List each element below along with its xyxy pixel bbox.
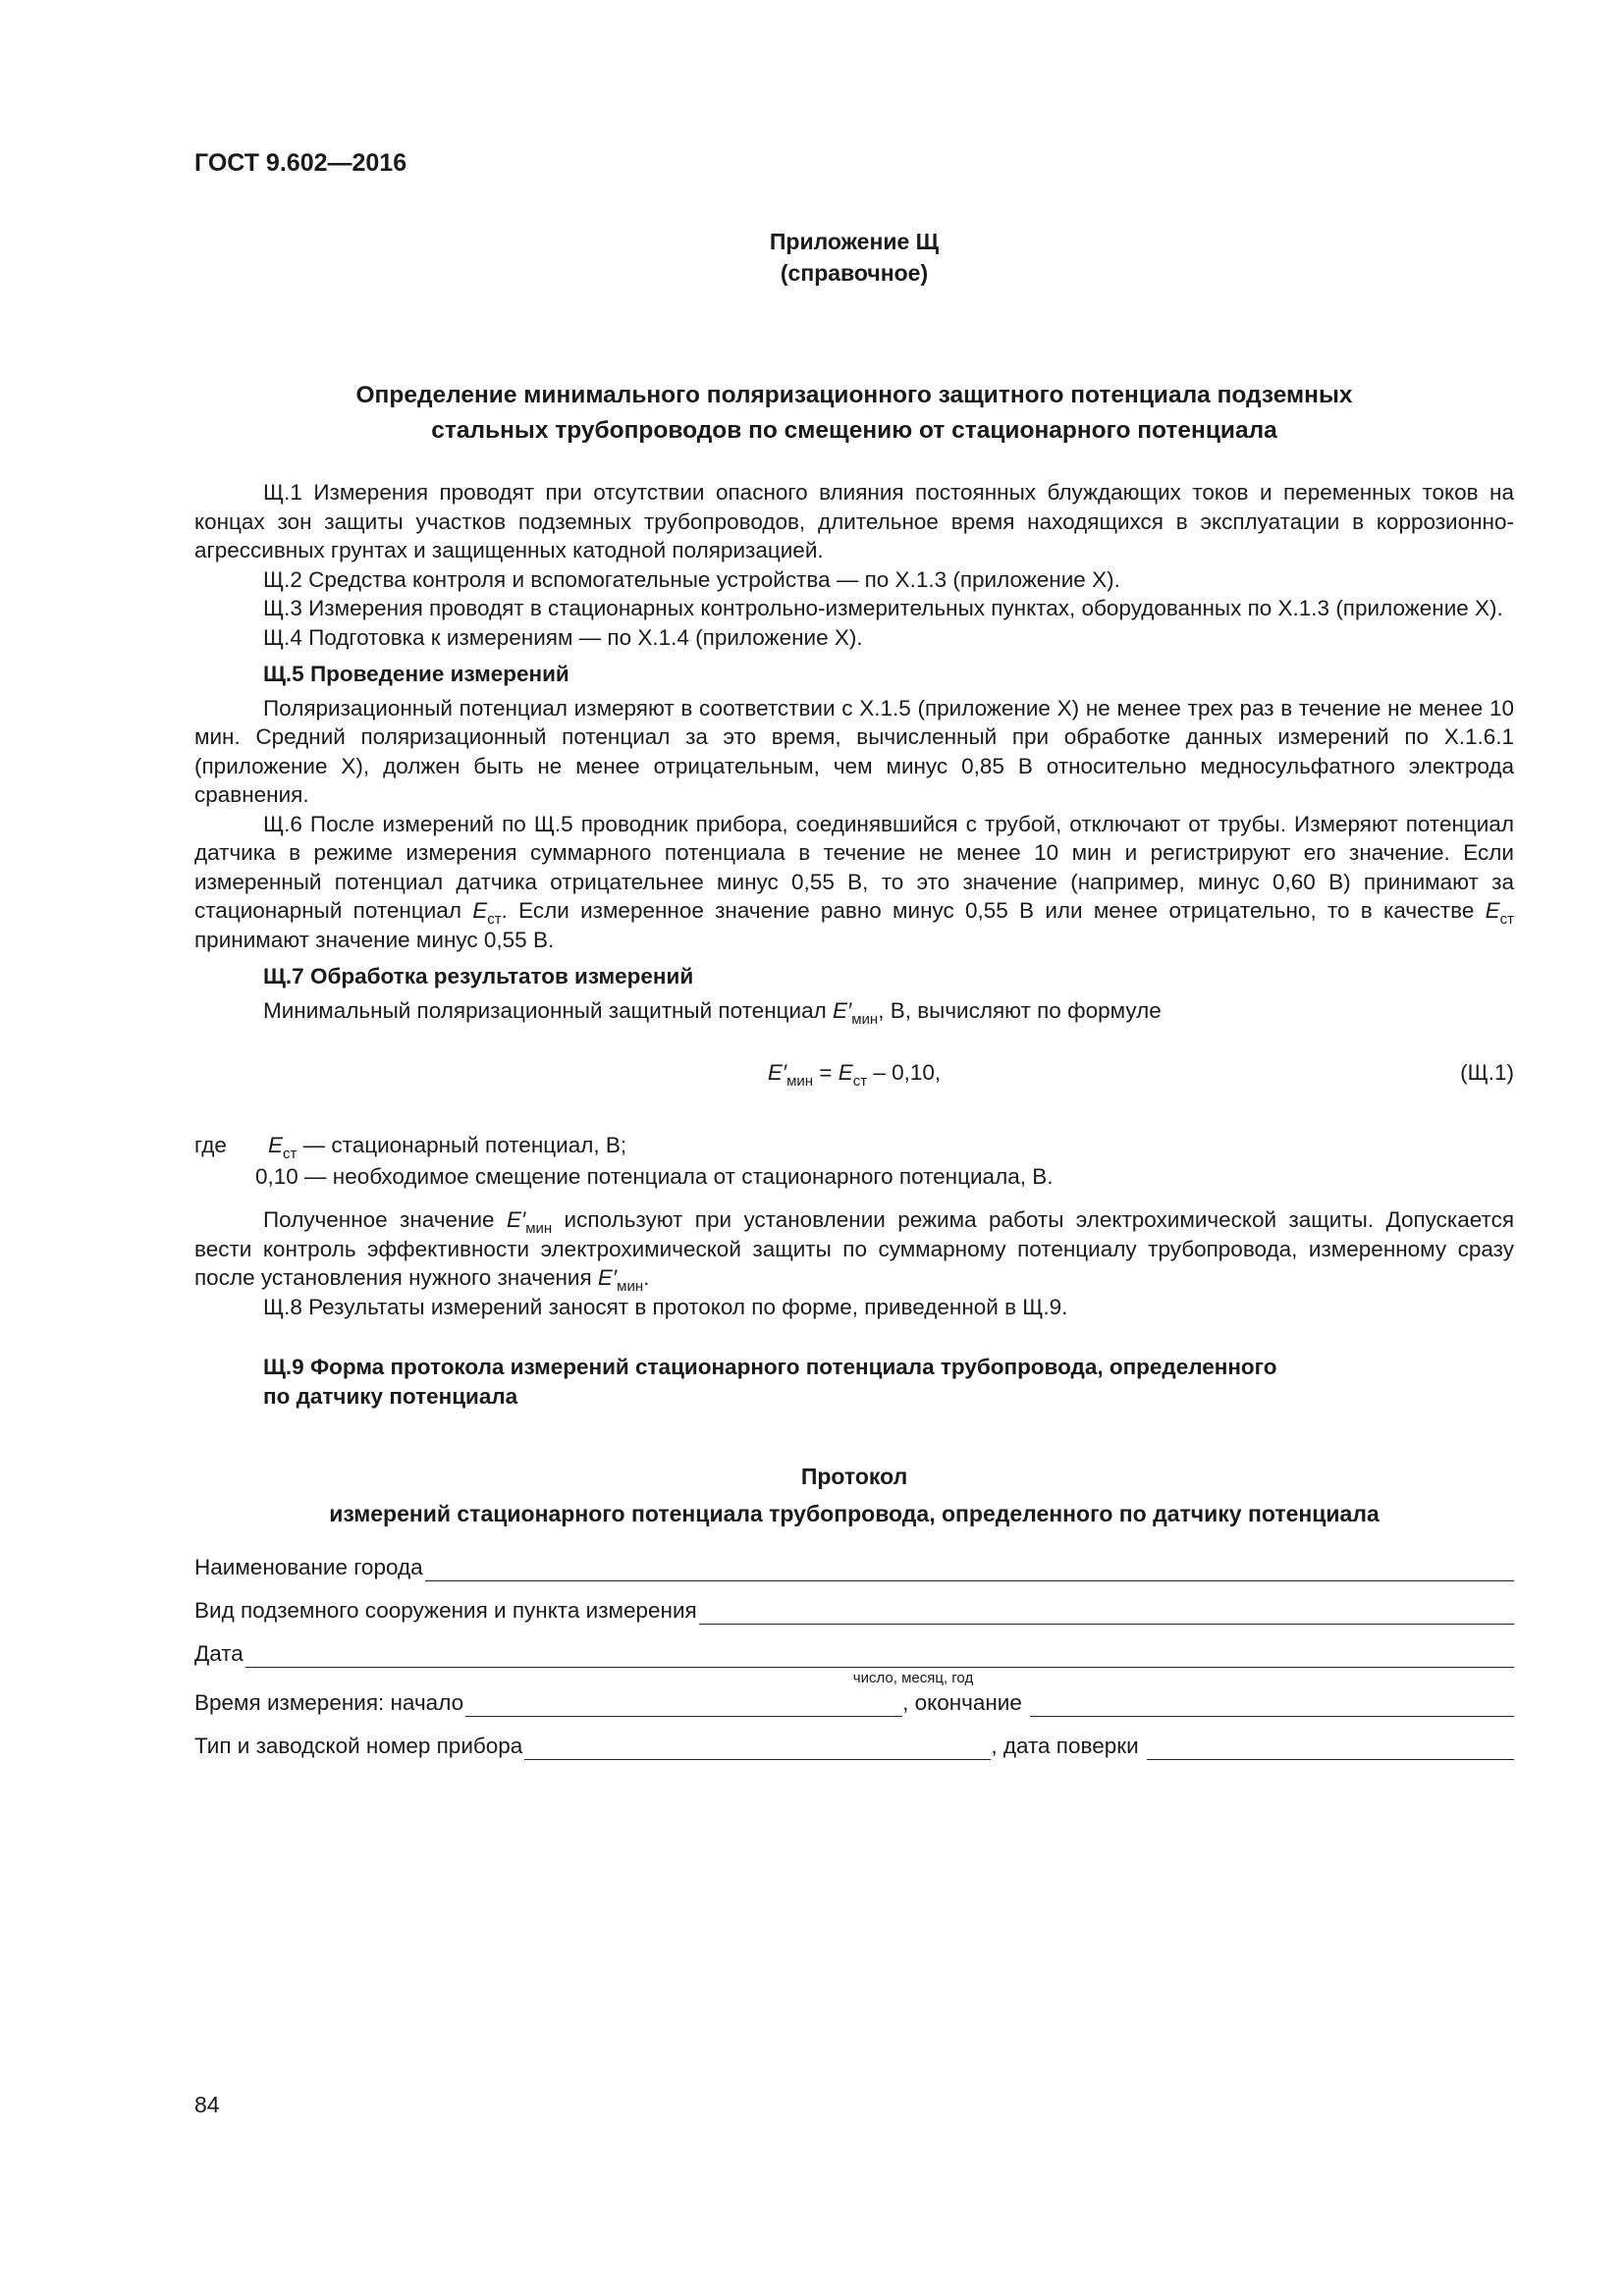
clause-sh2: Щ.2 Средства контроля и вспомогательные устройства — по Х.1.3 (приложение Х). bbox=[263, 566, 1120, 592]
device-field[interactable] bbox=[524, 1734, 991, 1760]
heading-sh9-line-2: по датчику потенциала bbox=[263, 1383, 518, 1409]
clause-sh7-part-2: , В, вычисляют по формуле bbox=[878, 997, 1162, 1023]
heading-sh9-line-1: Щ.9 Форма протокола измерений стационарного потенциала трубопровода, определенного bbox=[263, 1355, 1277, 1379]
appendix-name: Приложение Щ bbox=[769, 229, 940, 254]
page-number: 84 bbox=[194, 2092, 220, 2117]
city-label: Наименование города bbox=[194, 1554, 423, 1579]
protocol-heading bbox=[194, 1458, 1514, 1532]
protocol-title: Протокол bbox=[800, 1464, 908, 1489]
form-row-device bbox=[194, 1717, 1514, 1760]
clause-sh8: Щ.8 Результаты измерений заносят в протокол по форме, приведенной в Щ.9. bbox=[263, 1294, 1068, 1319]
form-row-date bbox=[194, 1625, 1514, 1668]
formula-e-st-sub: ст bbox=[852, 1073, 868, 1090]
clause-sh7 bbox=[194, 996, 1514, 1026]
symbol-e-min-sub: мин bbox=[617, 1278, 644, 1295]
clause-sh4: Щ.4 Подготовка к измерениям — по Х.1.4 (приложение Х). bbox=[263, 624, 863, 650]
formula-sh1 bbox=[194, 1058, 1514, 1103]
symbol-e-st: E bbox=[1485, 898, 1500, 923]
formula-expression bbox=[194, 1058, 1514, 1088]
clause-sh3: Щ.3 Измерения проводят в стационарных контрольно-измерительных пунктах, оборудованных по Х.1.3 (приложение Х). bbox=[263, 596, 1503, 620]
formula-legend bbox=[194, 1131, 1514, 1196]
symbol-e-st-sub: ст bbox=[1499, 911, 1514, 928]
formula-e-min-sub: мин bbox=[786, 1073, 814, 1090]
date-hint: число, месяц, год bbox=[852, 1670, 974, 1686]
formula-e-min: E′ bbox=[767, 1060, 787, 1085]
clause-sh7-part-1: Минимальный поляризационный защитный потенциал bbox=[263, 997, 833, 1023]
document-body bbox=[194, 478, 1514, 1760]
city-field[interactable] bbox=[425, 1555, 1514, 1581]
legend-e-st-sub: ст bbox=[283, 1146, 298, 1162]
heading-sh7: Щ.7 Обработка результатов измерений bbox=[263, 964, 694, 988]
formula-equals: = bbox=[813, 1060, 839, 1085]
time-start-field[interactable] bbox=[465, 1690, 902, 1717]
symbol-e-min: E′ bbox=[832, 997, 852, 1023]
formula-tail: – 0,10, bbox=[867, 1060, 942, 1085]
after-part-1: Полученное значение bbox=[263, 1207, 507, 1232]
time-end-label: , окончание bbox=[902, 1689, 1022, 1715]
title-line-2: стальных трубопроводов по смещению от стационарного потенциала bbox=[431, 417, 1277, 444]
symbol-e-min: E′ bbox=[506, 1207, 526, 1232]
legend-e-st-text: — стационарный потенциал, В; bbox=[297, 1133, 627, 1157]
legend-e-st: E bbox=[268, 1133, 284, 1157]
after-part-3: . bbox=[643, 1265, 650, 1290]
clause-sh1: Щ.1 Измерения проводят при отсутствии опасного влияния постоянных блуждающих токов и переменных токов на концах зон защиты участков подземных трубопроводов, длительное время находящихся в эксплуатации в коррозионно-агрессивных грунтах и защищенных катодной поляризацией. bbox=[194, 480, 1514, 562]
title-line-1: Определение минимального поляризационного защитного потенциала подземных bbox=[355, 382, 1353, 408]
date-field[interactable] bbox=[245, 1641, 1514, 1668]
form-row-time bbox=[194, 1687, 1514, 1717]
clause-sh6-part-1: Щ.6 После измерений по Щ.5 проводник прибора, соединявшийся с трубой, отключают от трубы. Измеряют потенциал датчика в режиме измерения суммарного потенциала в течение не менее 10 мин и регистрируют его значение. Если измеренный потенциал датчика отрицательнее минус 0,55 В, то это значение (например, минус 0,60 В) принимают за стационарный потенциал bbox=[194, 811, 1514, 923]
formula-e-st: E bbox=[838, 1060, 853, 1085]
heading-sh5: Щ.5 Проведение измерений bbox=[263, 662, 569, 686]
clause-sh5: Поляризационный потенциал измеряют в соответствии с Х.1.5 (приложение Х) не менее трех раз в течение не менее 10 мин. Средний поляризационный потенциал за это время, вычисленный при обработке данных измерений по Х.1.6.1 (приложение Х), должен быть не менее отрицательным, чем минус 0,85 В относительно медносульфатного электрода сравнения. bbox=[194, 695, 1514, 807]
appendix-title bbox=[194, 378, 1514, 449]
legend-row-e-st bbox=[268, 1131, 626, 1160]
protocol-subtitle: измерений стационарного потенциала трубопровода, определенного по датчику потенциала bbox=[329, 1501, 1380, 1526]
clause-sh6-part-2: . Если измеренное значение равно минус 0,55 В или менее отрицательно, то в качестве bbox=[501, 898, 1486, 923]
check-date-label: , дата поверки bbox=[991, 1733, 1139, 1758]
formula-number: (Щ.1) bbox=[1460, 1060, 1514, 1085]
time-end-field[interactable] bbox=[1030, 1690, 1514, 1717]
symbol-e-min-sub: мин bbox=[525, 1220, 553, 1237]
heading-sh9 bbox=[263, 1353, 1514, 1411]
symbol-e-min: E′ bbox=[597, 1265, 618, 1290]
object-field[interactable] bbox=[699, 1598, 1514, 1625]
legend-row-offset bbox=[255, 1162, 1053, 1192]
protocol-form bbox=[194, 1538, 1514, 1760]
clause-after-formula bbox=[194, 1205, 1514, 1293]
after-part-2: используют при установлении режима работы электрохимической защиты. Допускается вести контроль эффективности электрохимической защиты по суммарному потенциалу трубопровода, измеренному сразу после установления нужного значения bbox=[194, 1207, 1514, 1290]
document-code: ГОСТ 9.602—2016 bbox=[194, 149, 407, 177]
object-label: Вид подземного сооружения и пункта измерения bbox=[194, 1597, 697, 1623]
symbol-e-min-sub: мин bbox=[851, 1010, 879, 1028]
clause-sh6 bbox=[194, 810, 1514, 955]
time-start-label: Время измерения: начало bbox=[194, 1689, 464, 1715]
form-row-object bbox=[194, 1581, 1514, 1625]
symbol-e-st: E bbox=[472, 898, 488, 923]
date-label: Дата bbox=[194, 1640, 244, 1666]
legend-offset-text: — необходимое смещение потенциала от стационарного потенциала, В. bbox=[298, 1164, 1054, 1189]
device-label: Тип и заводской номер прибора bbox=[194, 1733, 523, 1758]
where-word: где bbox=[194, 1133, 227, 1157]
appendix-heading bbox=[194, 226, 1514, 289]
form-row-city bbox=[194, 1538, 1514, 1581]
symbol-e-st-sub: ст bbox=[487, 911, 502, 928]
legend-offset-value: 0,10 bbox=[255, 1164, 298, 1189]
check-date-field[interactable] bbox=[1147, 1734, 1514, 1760]
clause-sh6-part-3: принимают значение минус 0,55 В. bbox=[194, 927, 555, 952]
appendix-kind: (справочное) bbox=[780, 260, 929, 286]
